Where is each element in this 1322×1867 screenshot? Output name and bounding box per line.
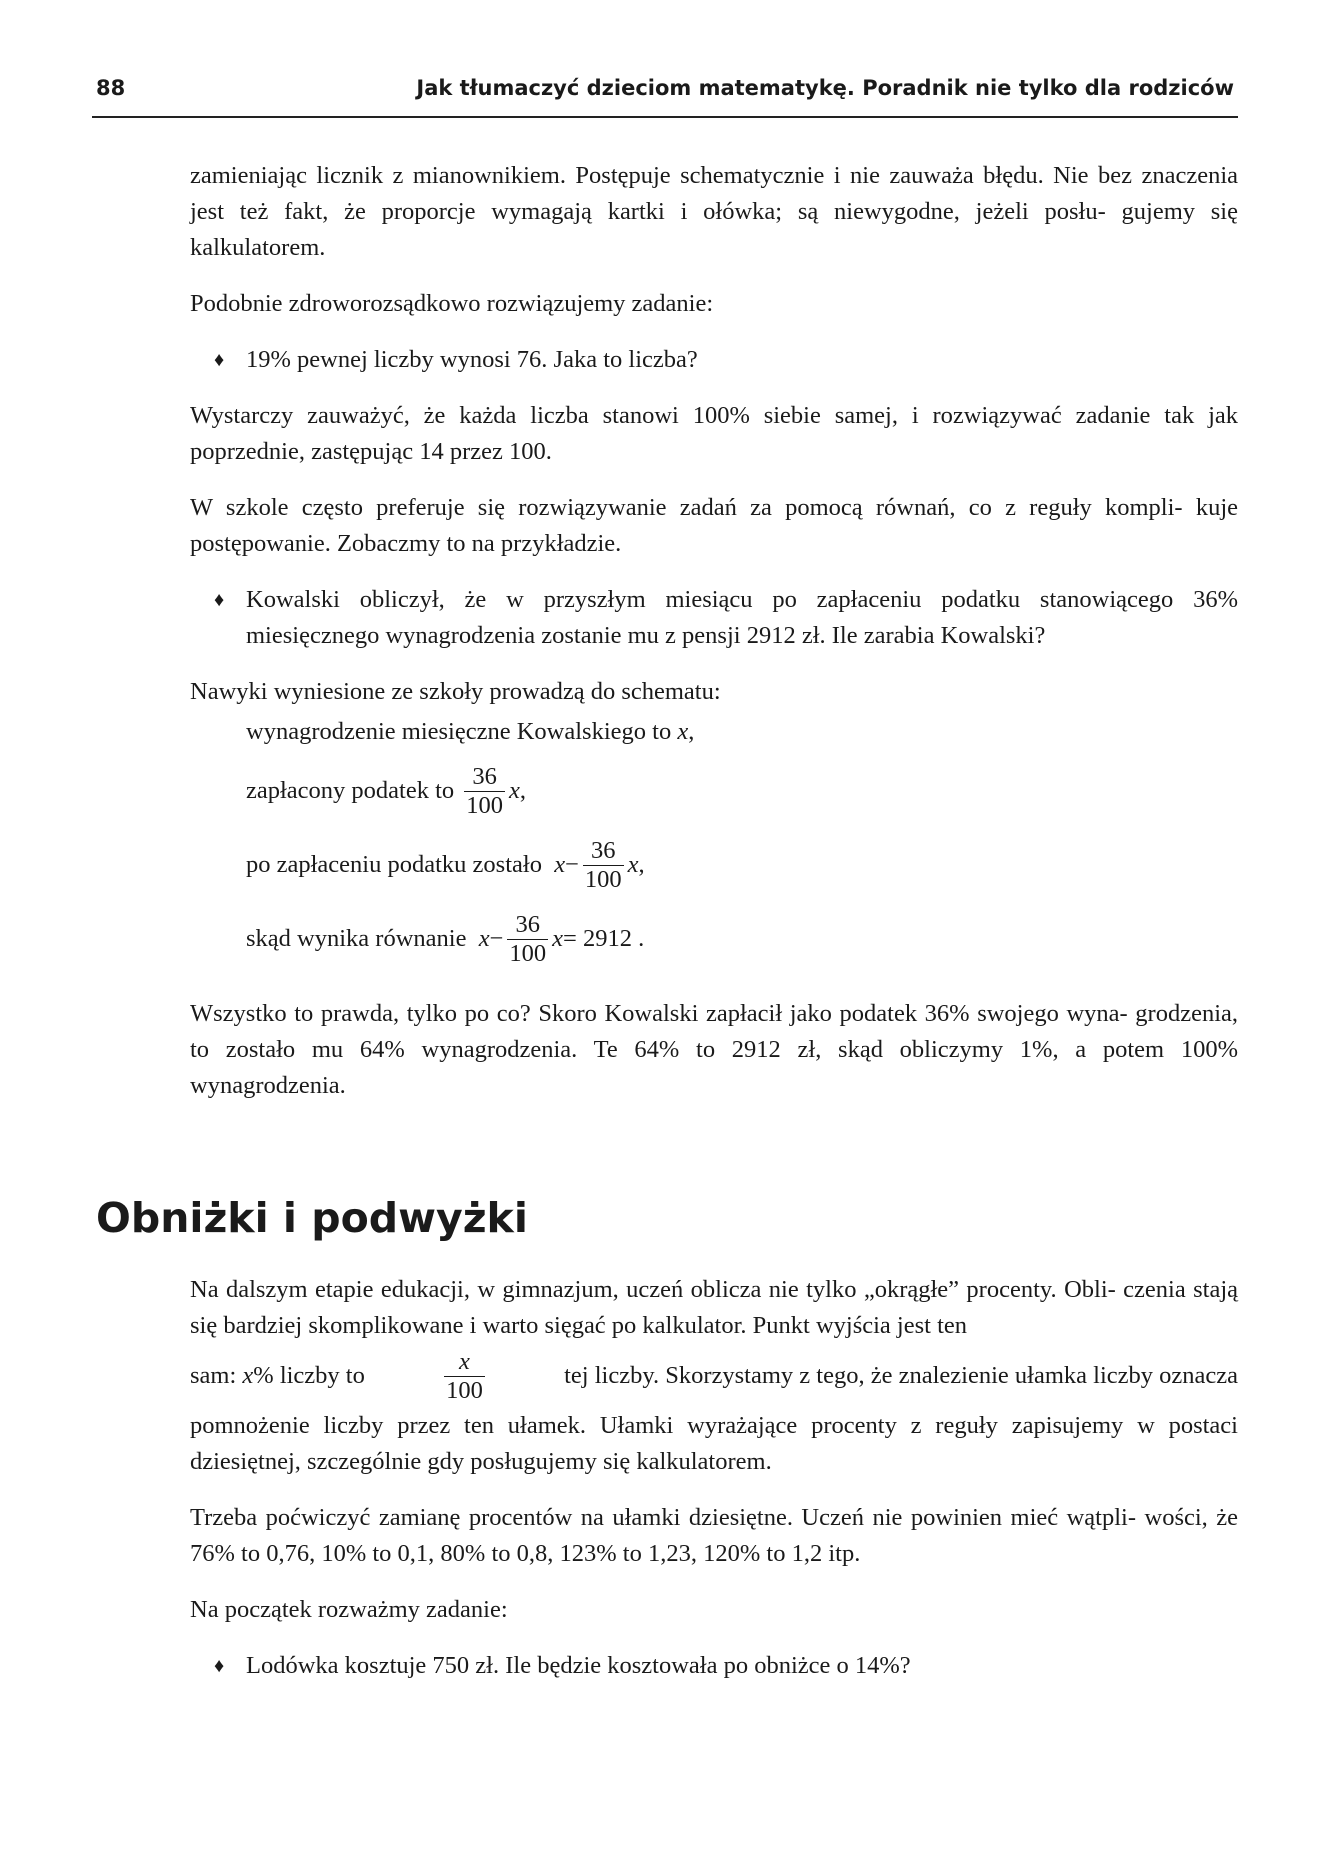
math-scheme — [190, 710, 1238, 976]
math-line: po zapłaceniu podatku zostało x − $\frac{36}{100}$ x , — [246, 836, 645, 893]
math-line: wynagrodzenie miesięczne Kowalskiego to x , — [246, 718, 695, 745]
paragraph: Na początek rozważmy zadanie: — [190, 1596, 508, 1623]
paragraph: Trzeba poćwiczyć zamianę procentów na ułamki dziesiętne. Uczeń nie powinien mieć wątpli- wości, że 76% to 0,76, 10% to 0,1, 80% to 0,8, 123% to 1,23, 120% to 1,2 itp. — [190, 1504, 1239, 1567]
paragraph: zamieniając licznik z mianownikiem. Postępuje schematycznie i nie zauważa błędu. Nie bez znaczenia jest też fakt, że proporcje wymagają kartki i ołówka; są niewygodne, jeżeli posłu- gujemy się kalkulatorem. — [190, 162, 1239, 261]
page-header — [92, 76, 1238, 118]
paragraph-line-with-fraction: sam: x% liczby to $\frac{x}{100}$ tej liczby. Skorzystamy z tego, że znalezienie ułamka liczby oznacza — [190, 1347, 1238, 1404]
list-item: ♦ Lodówka kosztuje 750 zł. Ile będzie kosztowała po obniżce o 14%? — [190, 1648, 1238, 1684]
list-item: ♦ Kowalski obliczył, że w przyszłym miesiącu po zapłaceniu podatku stanowiącego 36% miesięcznego wynagrodzenia zostanie mu z pensji 2912 zł. Ile zarabia Kowalski? — [190, 582, 1238, 654]
paragraph: Podobnie zdroworozsądkowo rozwiązujemy zadanie: — [190, 290, 714, 317]
paragraph: Wystarczy zauważyć, że każda liczba stanowi 100% siebie samej, i rozwiązywać zadanie tak jak poprzednie, zastępując 14 przez 100. — [190, 402, 1238, 465]
math-line: zapłacony podatek to $\frac{36}{100}$ x , — [246, 762, 527, 819]
paragraph: pomnożenie liczby przez ten ułamek. Ułamki wyrażające procenty z reguły zapisujemy w postaci dziesiętnej, szczególnie gdy posługujemy się kalkulatorem. — [190, 1412, 1238, 1475]
paragraph: Nawyki wyniesione ze szkoły prowadzą do schematu: — [190, 678, 721, 705]
diamond-bullet-icon: ♦ — [214, 349, 225, 371]
paragraph: W szkole często preferuje się rozwiązywanie zadań za pomocą równań, co z reguły kompli- kuje postępowanie. Zobaczmy to na przykładzie. — [190, 494, 1238, 557]
section-title: Obniżki i podwyżki — [96, 1194, 528, 1242]
math-line: skąd wynika równanie x − $\frac{36}{100}$ x = 2912 . — [246, 910, 645, 967]
running-title: Jak tłumaczyć dzieciom matematykę. Poradnik nie tylko dla rodziców — [416, 76, 1234, 100]
list-item: ♦ 19% pewnej liczby wynosi 76. Jaka to liczba? — [190, 342, 1238, 378]
paragraph: Wszystko to prawda, tylko po co? Skoro Kowalski zapłacił jako podatek 36% swojego wyna- grodzenia, to zostało mu 64% wynagrodzenia. Te 64% to 2912 zł, skąd obliczymy 1%, a potem 100% wynagrodzenia. — [190, 1000, 1238, 1099]
paragraph: Na dalszym etapie edukacji, w gimnazjum, uczeń oblicza nie tylko „okrągłe” procenty. Obli- czenia stają się bardziej skomplikowane i warto sięgać po kalkulator. Punkt wyjścia jest ten — [190, 1276, 1239, 1339]
section-1-body — [190, 158, 1238, 1104]
fraction: $\frac{36}{100}$ — [584, 836, 622, 893]
fraction: $\frac{x}{100}$ — [446, 1347, 483, 1404]
page-number: 88 — [96, 76, 126, 100]
fraction: $\frac{36}{100}$ — [509, 910, 547, 967]
section-2-body — [190, 1272, 1238, 1684]
diamond-bullet-icon: ♦ — [214, 589, 225, 611]
diamond-bullet-icon: ♦ — [214, 1655, 225, 1677]
fraction: $\frac{36}{100}$ — [466, 762, 504, 819]
